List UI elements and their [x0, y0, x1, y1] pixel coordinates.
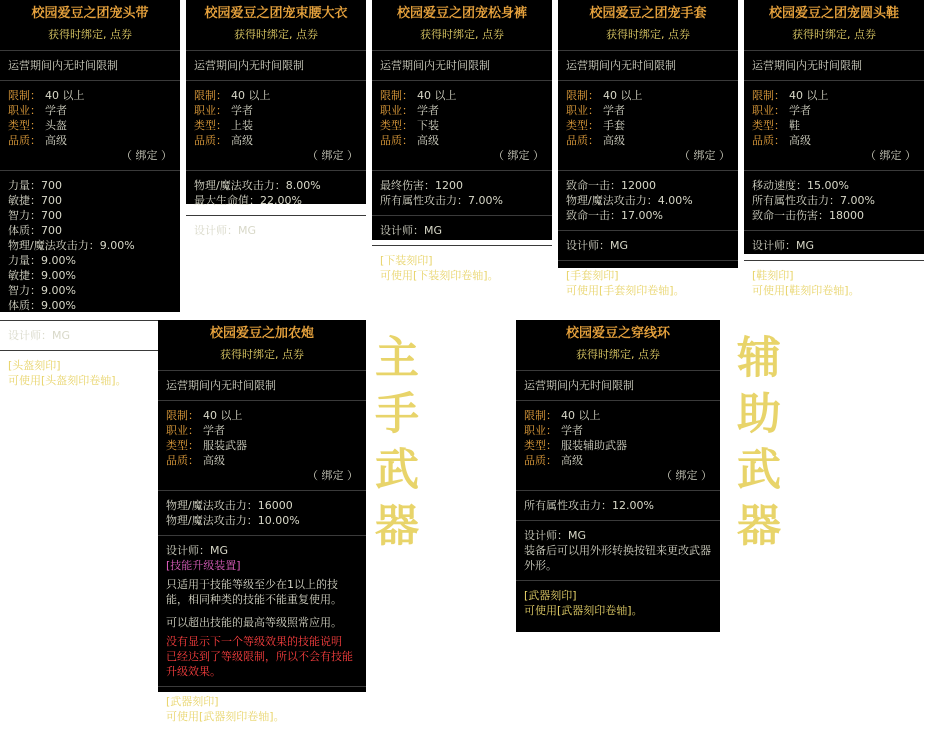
skill-warn-line: 没有显示下一个等级效果的技能说明	[166, 635, 342, 648]
req-key: 职业：	[566, 104, 599, 117]
designer-text: 设计师：MG	[752, 239, 815, 252]
requirements-section	[158, 403, 366, 488]
stat-line: 致命一击：12000	[566, 179, 656, 192]
duration-text: 运营期间内无时间限制	[166, 379, 276, 392]
item-title: 校园爱豆之团宠松身裤	[396, 6, 527, 21]
req-value: 学者	[417, 104, 439, 117]
req-key: 品质：	[380, 134, 413, 147]
req-key: 限制：	[752, 89, 785, 102]
req-value: 学者	[45, 104, 67, 117]
req-value: 鞋	[789, 119, 800, 132]
skill-desc-line: 只适用于技能等级至少在1以上的技能，相同种类的技能不能重复使用。	[166, 578, 342, 606]
bound-label: （ 绑定 ）	[865, 149, 916, 162]
req-value: 40 以上	[417, 89, 457, 102]
stat-line: 物理/魔法攻击力：16000	[166, 499, 293, 512]
stat-line: 体质：700	[8, 224, 62, 237]
stat-line: 物理/魔法攻击力：10.00%	[166, 514, 300, 527]
tooltip-gloves	[558, 0, 738, 297]
req-key: 限制：	[566, 89, 599, 102]
requirements-section	[372, 83, 552, 168]
req-value: 服装武器	[203, 439, 247, 452]
req-key: 职业：	[8, 104, 41, 117]
tooltip-shoes	[744, 0, 924, 297]
requirement-row	[380, 133, 544, 148]
tooltip-headband	[0, 0, 180, 387]
req-value: 服装辅助武器	[561, 439, 627, 452]
requirement-row	[166, 453, 358, 468]
requirement-row	[166, 408, 358, 423]
requirements-section	[516, 403, 720, 488]
stats-section	[516, 493, 720, 518]
req-key: 职业：	[380, 104, 413, 117]
designer-text: 设计师：MG	[566, 239, 629, 252]
stat-line: 物理/魔法攻击力：8.00%	[194, 179, 321, 192]
divider	[372, 80, 552, 81]
engrave-section	[516, 583, 720, 623]
duration-section	[516, 373, 720, 398]
divider	[516, 520, 720, 521]
bound-label: （ 绑定 ）	[679, 149, 730, 162]
divider	[744, 230, 924, 231]
requirement-row	[194, 118, 358, 133]
divider	[558, 260, 738, 261]
duration-section	[744, 53, 924, 78]
requirement-row	[380, 88, 544, 103]
divider	[372, 50, 552, 51]
req-value: 上装	[231, 119, 253, 132]
requirement-row	[380, 103, 544, 118]
designer-section	[744, 233, 924, 258]
divider	[744, 170, 924, 171]
stat-line: 体质：9.00%	[8, 299, 76, 312]
divider	[516, 580, 720, 581]
divider	[158, 490, 366, 491]
req-key: 品质：	[566, 134, 599, 147]
stat-line: 智力：700	[8, 209, 62, 222]
tooltip-robe	[186, 0, 366, 237]
req-key: 品质：	[752, 134, 785, 147]
divider	[558, 230, 738, 231]
req-value: 学者	[603, 104, 625, 117]
req-key: 品质：	[166, 454, 199, 467]
req-value: 高级	[417, 134, 439, 147]
req-value: 40 以上	[789, 89, 829, 102]
req-value: 学者	[203, 424, 225, 437]
req-key: 限制：	[166, 409, 199, 422]
designer-text: 设计师：MG	[524, 529, 587, 542]
divider	[186, 80, 366, 81]
engrave-title: [头盔刻印]	[8, 359, 61, 372]
requirement-row	[166, 423, 358, 438]
req-key: 限制：	[524, 409, 557, 422]
engrave-title: [下装刻印]	[380, 254, 433, 267]
divider	[372, 245, 552, 246]
stat-line: 力量：9.00%	[8, 254, 76, 267]
stats-section	[372, 173, 552, 213]
divider	[744, 50, 924, 51]
requirement-row	[524, 423, 712, 438]
req-key: 类型：	[8, 119, 41, 132]
divider	[372, 215, 552, 216]
req-value: 40 以上	[231, 89, 271, 102]
engrave-section	[744, 263, 924, 303]
req-key: 限制：	[380, 89, 413, 102]
item-subtitle: 获得时绑定, 点券	[792, 28, 876, 41]
req-value: 学者	[561, 424, 583, 437]
divider	[158, 535, 366, 536]
duration-text: 运营期间内无时间限制	[566, 59, 676, 72]
stat-line: 敏捷：700	[8, 194, 62, 207]
requirement-row	[380, 118, 544, 133]
designer-section	[0, 323, 180, 348]
duration-section	[558, 53, 738, 78]
tooltip-subweapon	[516, 320, 720, 632]
requirement-row	[194, 103, 358, 118]
req-key: 类型：	[380, 119, 413, 132]
divider	[744, 260, 924, 261]
bound-label: （ 绑定 ）	[307, 469, 358, 482]
engrave-title: [鞋刻印]	[752, 269, 794, 282]
req-value: 40 以上	[603, 89, 643, 102]
req-key: 限制：	[194, 89, 227, 102]
engrave-title: [武器刻印]	[524, 589, 577, 602]
stats-section	[186, 173, 366, 213]
designer-text: 设计师：MG	[380, 224, 443, 237]
engrave-text: 可使用[下装刻印卷轴]。	[380, 269, 499, 282]
skill-upgrade-tag: [技能升级装置]	[166, 559, 241, 572]
divider	[158, 686, 366, 687]
stats-section	[744, 173, 924, 228]
designer-text: 设计师：MG	[8, 329, 71, 342]
requirement-row	[524, 453, 712, 468]
requirement-row	[566, 133, 730, 148]
duration-text: 运营期间内无时间限制	[752, 59, 862, 72]
divider	[516, 490, 720, 491]
item-title: 校园爱豆之穿线环	[565, 326, 670, 341]
divider	[186, 215, 366, 216]
requirement-row	[166, 438, 358, 453]
label-sub-weapon: 辅助武器	[729, 334, 780, 558]
stat-line: 最大生命值：22.00%	[194, 194, 302, 207]
divider	[186, 170, 366, 171]
label-main-weapon: 主手武器	[367, 334, 418, 558]
requirements-section	[0, 83, 180, 168]
divider	[0, 320, 180, 321]
divider	[558, 50, 738, 51]
requirement-row	[524, 408, 712, 423]
stat-line: 智力：9.00%	[8, 284, 76, 297]
req-value: 下装	[417, 119, 439, 132]
item-title: 校园爱豆之团宠束腰大衣	[204, 6, 348, 21]
item-subtitle: 获得时绑定, 点券	[220, 348, 304, 361]
item-title: 校园爱豆之团宠手套	[589, 6, 707, 21]
bound-label: （ 绑定 ）	[307, 149, 358, 162]
duration-text: 运营期间内无时间限制	[194, 59, 304, 72]
note-text: 装备后可以用外形转换按钮来更改武器外形。	[524, 544, 711, 572]
engrave-text: 可使用[武器刻印卷轴]。	[524, 604, 643, 617]
req-key: 类型：	[194, 119, 227, 132]
stats-section	[0, 173, 180, 318]
stat-line: 敏捷：9.00%	[8, 269, 76, 282]
divider	[158, 400, 366, 401]
stat-line: 力量：700	[8, 179, 62, 192]
divider	[372, 170, 552, 171]
divider	[0, 80, 180, 81]
duration-text: 运营期间内无时间限制	[380, 59, 490, 72]
stat-line: 物理/魔法攻击力：9.00%	[8, 239, 135, 252]
req-key: 品质：	[8, 134, 41, 147]
requirement-row	[566, 118, 730, 133]
duration-section	[158, 373, 366, 398]
bound-label: （ 绑定 ）	[493, 149, 544, 162]
req-key: 限制：	[8, 89, 41, 102]
stat-line: 移动速度：15.00%	[752, 179, 849, 192]
skill-warn-line: 已经达到了等级限制，所以不会有技能升级效果。	[166, 650, 353, 678]
item-subtitle: 获得时绑定, 点券	[48, 28, 132, 41]
duration-section	[0, 53, 180, 78]
divider	[558, 170, 738, 171]
designer-section	[186, 218, 366, 243]
req-key: 类型：	[566, 119, 599, 132]
requirement-row	[8, 118, 172, 133]
engrave-title: [手套刻印]	[566, 269, 619, 282]
stat-line: 致命一击伤害：18000	[752, 209, 864, 222]
item-title: 校园爱豆之加农炮	[209, 326, 314, 341]
bound-label: （ 绑定 ）	[121, 149, 172, 162]
requirement-row	[566, 88, 730, 103]
divider	[186, 50, 366, 51]
req-value: 学者	[231, 104, 253, 117]
divider	[158, 370, 366, 371]
req-value: 40 以上	[203, 409, 243, 422]
requirement-row	[8, 133, 172, 148]
designer-section	[158, 538, 366, 684]
item-title: 校园爱豆之团宠头带	[31, 6, 149, 21]
requirement-row	[8, 88, 172, 103]
req-value: 学者	[789, 104, 811, 117]
req-value: 高级	[231, 134, 253, 147]
designer-section	[558, 233, 738, 258]
req-value: 头盔	[45, 119, 67, 132]
requirements-section	[558, 83, 738, 168]
req-value: 40 以上	[561, 409, 601, 422]
req-value: 高级	[789, 134, 811, 147]
req-key: 品质：	[194, 134, 227, 147]
req-key: 类型：	[752, 119, 785, 132]
req-key: 职业：	[194, 104, 227, 117]
divider	[558, 80, 738, 81]
tooltip-weapon	[158, 320, 366, 723]
requirements-section	[186, 83, 366, 168]
requirement-row	[752, 88, 916, 103]
divider	[516, 400, 720, 401]
req-key: 职业：	[752, 104, 785, 117]
requirement-row	[752, 133, 916, 148]
tooltip-pants	[372, 0, 552, 282]
req-value: 40 以上	[45, 89, 85, 102]
designer-section	[516, 523, 720, 578]
requirement-row	[752, 118, 916, 133]
designer-section	[372, 218, 552, 243]
stat-line: 所有属性攻击力：12.00%	[524, 499, 654, 512]
engrave-section	[0, 353, 180, 393]
requirement-row	[566, 103, 730, 118]
stat-line: 物理/魔法攻击力：4.00%	[566, 194, 693, 207]
req-key: 职业：	[524, 424, 557, 437]
item-subtitle: 获得时绑定, 点券	[420, 28, 504, 41]
engrave-section	[372, 248, 552, 288]
item-title: 校园爱豆之团宠圆头鞋	[768, 6, 899, 21]
requirement-row	[752, 103, 916, 118]
engrave-text: 可使用[头盔刻印卷轴]。	[8, 374, 127, 387]
requirement-row	[524, 438, 712, 453]
req-key: 类型：	[166, 439, 199, 452]
item-subtitle: 获得时绑定, 点券	[576, 348, 660, 361]
req-key: 职业：	[166, 424, 199, 437]
divider	[516, 370, 720, 371]
req-value: 高级	[603, 134, 625, 147]
duration-section	[186, 53, 366, 78]
req-key: 品质：	[524, 454, 557, 467]
divider	[0, 350, 180, 351]
requirement-row	[194, 133, 358, 148]
divider	[0, 170, 180, 171]
requirements-section	[744, 83, 924, 168]
engrave-text: 可使用[鞋刻印卷轴]。	[752, 284, 860, 297]
req-key: 类型：	[524, 439, 557, 452]
designer-text: 设计师：MG	[194, 224, 257, 237]
skill-desc-line: 可以超出技能的最高等级照常应用。	[166, 616, 342, 629]
requirement-row	[8, 103, 172, 118]
stats-section	[158, 493, 366, 533]
designer-text: 设计师：MG	[166, 544, 229, 557]
stats-section	[558, 173, 738, 228]
stat-line: 所有属性攻击力：7.00%	[752, 194, 875, 207]
duration-text: 运营期间内无时间限制	[524, 379, 634, 392]
duration-text: 运营期间内无时间限制	[8, 59, 118, 72]
req-value: 高级	[45, 134, 67, 147]
stat-line: 致命一击：17.00%	[566, 209, 663, 222]
stat-line: 所有属性攻击力：7.00%	[380, 194, 503, 207]
engrave-section	[558, 263, 738, 303]
divider	[0, 50, 180, 51]
req-value: 高级	[203, 454, 225, 467]
requirement-row	[194, 88, 358, 103]
stat-line: 最终伤害：1200	[380, 179, 463, 192]
req-value: 手套	[603, 119, 625, 132]
item-subtitle: 获得时绑定, 点券	[234, 28, 318, 41]
req-value: 高级	[561, 454, 583, 467]
engrave-text: 可使用[武器刻印卷轴]。	[166, 710, 285, 723]
engrave-title: [武器刻印]	[166, 695, 219, 708]
engrave-section	[158, 689, 366, 729]
duration-section	[372, 53, 552, 78]
item-subtitle: 获得时绑定, 点券	[606, 28, 690, 41]
engrave-text: 可使用[手套刻印卷轴]。	[566, 284, 685, 297]
divider	[744, 80, 924, 81]
bound-label: （ 绑定 ）	[661, 469, 712, 482]
